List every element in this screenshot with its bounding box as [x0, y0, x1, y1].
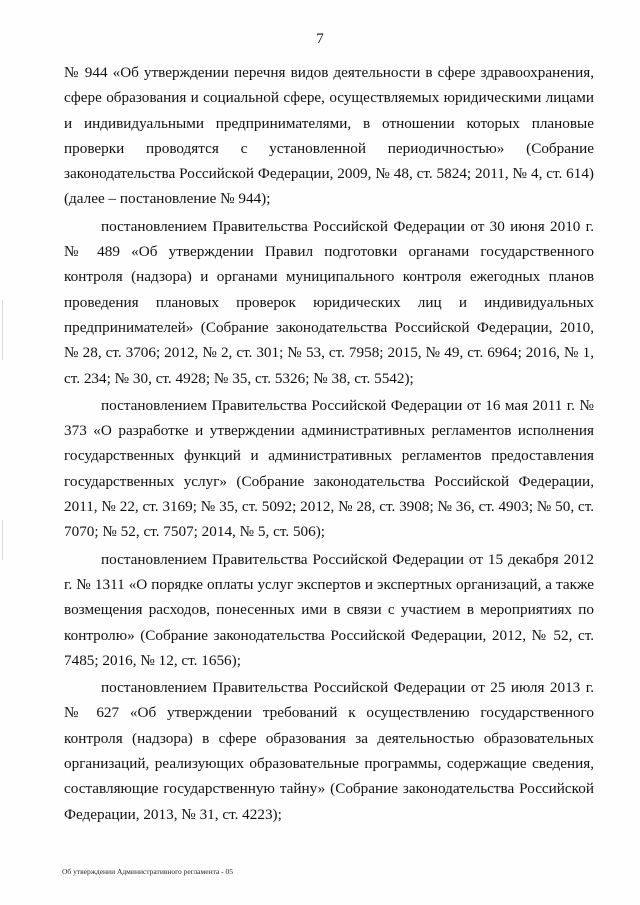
paragraph: постановлением Правительства Российской Федерации от 25 июля 2013 г. № 627 «Об утверждении требований к осуществлению государственного контроля (надзора) в сфере образования за деятельностью образовательных организаций, реализующих образовательные программы, содержащие сведения, составляющие государственную тайну» (Собрание законодательства Российской Федерации, 2013, № 31, ст. 4223); [64, 679, 594, 823]
page-footer: Об утверждении Административного регламента - 05 [62, 867, 234, 876]
paragraph: постановлением Правительства Российской Федерации от 16 мая 2011 г. № 373 «О разработке и утверждении административных регламентов исполнения государственных функций и административных регламентов предоставления государственных услуг» (Собрание законодательства Российской Федерации, 2011, № 22, ст. 3169; № 35, ст. 5092; 2012, № 28, ст. 3908; № 36, ст. 4903; № 50, ст. 7070; № 52, ст. 7507; 2014, № 5, ст. 506); [64, 396, 594, 541]
scan-edge-mark [2, 520, 3, 560]
scan-edge-mark [2, 300, 3, 360]
document-body [64, 60, 594, 827]
paragraph: постановлением Правительства Российской Федерации от 30 июня 2010 г. № 489 «Об утверждении Правил подготовки органами государственного контроля (надзора) и органами муниципального контроля ежегодных планов проведения плановых проверок юридических лиц и индивидуальных предпринимателей» (Собрание законодательства Российской Федерации, 2010, № 28, ст. 3706; 2012, № 2, ст. 301; № 53, ст. 7958; 2015, № 49, ст. 6964; 2016, № 1, ст. 234; № 30, ст. 4928; № 35, ст. 5326; № 38, ст. 5542); [64, 217, 594, 387]
page-number: 7 [316, 31, 324, 47]
paragraph-continuation: № 944 «Об утверждении перечня видов деятельности в сфере здравоохранения, сфере образования и социальной сфере, осуществляемых юридическими лицами и индивидуальными предпринимателями, в отношении которых плановые проверки проводятся с установленной периодичностью» (Собрание законодательства Российской Федерации, 2009, № 48, ст. 5824; 2011, № 4, ст. 614) (далее – постановление № 944); [64, 64, 594, 208]
paragraph: постановлением Правительства Российской Федерации от 15 декабря 2012 г. № 1311 «О порядке оплаты услуг экспертов и экспертных организаций, а также возмещения расходов, понесенных ими в связи с участием в мероприятиях по контролю» (Собрание законодательства Российской Федерации, 2012, № 52, ст. 7485; 2016, № 12, ст. 1656); [64, 550, 594, 669]
